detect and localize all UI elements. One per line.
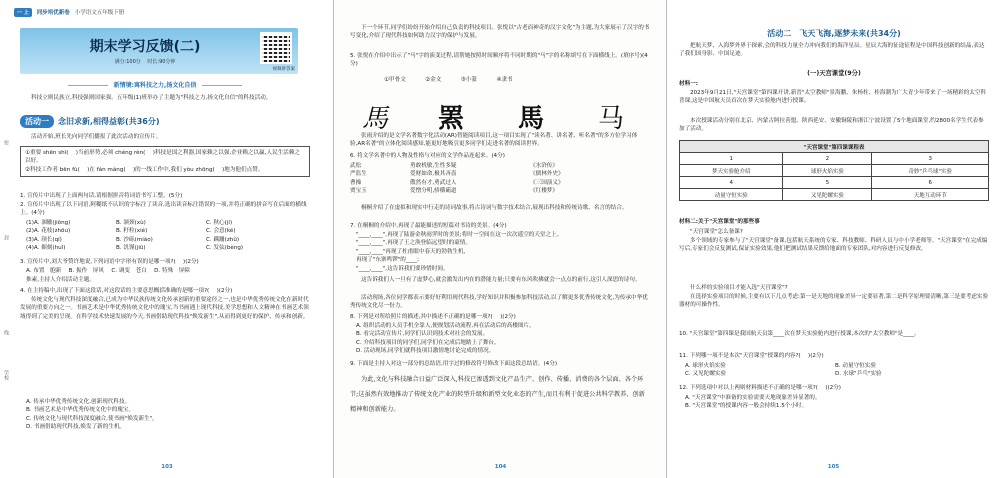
option[interactable]: B. 籽粒(xié): [116, 228, 148, 235]
question-7-tail: 这告诉我们人一旦有了虚梦心,就会激发出内在的潜能力量;只要有东风吹拂就会一点点的前行,这引人深思的诗句。: [361, 277, 641, 283]
option[interactable]: B. 饥馑(jiū): [116, 245, 146, 252]
option[interactable]: C. 蹒跚(zhǔ): [206, 236, 240, 243]
table-cell: 4: [680, 177, 783, 189]
pinyin-line: ①重要 shēn shì( )当前形势,必须 chéng rèn( )科技是国之利器,国家赖之以强,企业赖之以赢,人民生活赖之以好。: [25, 150, 301, 165]
qr-caption: 视频讲答案: [272, 67, 295, 72]
match-person[interactable]: 严监生: [350, 171, 367, 178]
question-8-options: [356, 322, 650, 356]
match-row: [350, 170, 650, 178]
qr-code-icon[interactable]: [260, 32, 292, 64]
question-4-options: [26, 398, 316, 432]
script-labels: ①甲骨文 ②金文 ③小篆 ④隶书: [384, 77, 513, 83]
material-2-question: "天宫课堂"怎么备课?: [690, 229, 743, 235]
match-trait[interactable]: 勇敢机敏,生性多疑: [410, 163, 457, 169]
poem-blank-line[interactable]: "____,____",再现了王之涣登临远望时的豪情。: [356, 240, 471, 247]
table-cell: 梦天实验舱介绍: [680, 165, 783, 177]
activity-intro: 活动开始,班长先向同学们播报了此次活动的宣传片。: [31, 134, 162, 140]
question-6: 6. 将文学名著中的人物及性格与对应的文学作品连起来。(4分): [350, 153, 505, 159]
p3-intro: 把航天梦、入海梦外界于探索,会的科技力量全力冲向我们的海洋星辰。星辰大海的征途征程是中国科技创新的结晶,表达了我们国身影、中国足迹。: [679, 43, 985, 58]
option[interactable]: C. 发弦(bèng): [206, 245, 244, 252]
binding-mark: 封: [3, 235, 9, 240]
page-103: [0, 0, 334, 478]
match-trait[interactable]: 傲然有才,勇武过人: [410, 179, 457, 186]
question-7-blanks: [356, 231, 650, 273]
table-cell: 1: [680, 153, 783, 165]
option[interactable]: D. 活动现场,同学们就科技项目激情地讨论完成的情况。: [356, 348, 495, 355]
matching-exercise: [350, 162, 650, 196]
question-10[interactable]: 10. "天宫课堂"第四课是我国航天员第____次在梦天实验舱内进行授课,本次的"太空教师"是____。: [679, 331, 920, 337]
match-book[interactable]: 《三国演义》: [530, 179, 564, 186]
question-1: 1. 宣传片中出现了上面两句话,请根据拼音将词语书写工整。(5分): [20, 193, 183, 199]
material-2-text: 多个领域的专家参与了"天宫课堂"备课,包括航天系统的专家、科技教师、科研人员与中小学老师等。"天宫课堂"在完成编写后,专家们会反复测试,保证实验效果,他们把测试结果反馈给地面的专家团队,对内容进行反复修改。: [679, 238, 988, 253]
question-3: 3. 宣传片中,刘大爷赞许地说,下列词语中字形有误的是哪一项?( )(2分): [20, 259, 199, 265]
option[interactable]: (3)A. 颀长(qí): [26, 236, 62, 243]
option[interactable]: D. 水球"乒乓"实验: [835, 371, 882, 378]
option[interactable]: B. "天宫课堂"的授课内容一般会持续1.5个小时。: [685, 403, 808, 410]
question-4: 4. 在主持稿中,出现了下面这段话,对这段话的主要意思概括准确的是哪一项?( )(2分): [20, 288, 233, 294]
option[interactable]: A. 传承中华优秀传统文化,创新现代科技。: [26, 399, 131, 405]
question-11: 11. 下列哪一项不是本次"天宫课堂"授课的内容?( )(2分): [679, 353, 824, 359]
binding-mark: 线: [3, 330, 9, 335]
activity-one-heading: [20, 115, 159, 128]
question-4-passage: 传统文化与现代科技深度融合,已成为中华民族传统文化传承创新的重要途径之一,也是中华优秀传统文化在新时代发展的重要方向之一。书画艺术是中华优秀传统文化中的瑰宝,当书画遇上现代科技,美学思想和人文精神在书画艺术领域得到了完美的呈现。在科学技术快速发展的今天,书画借助现代科技"焕发新生",从而得到更好的保护、传承和创新。: [20, 297, 309, 320]
option[interactable]: B. 颔颈(xù): [116, 220, 146, 226]
question-9-passage: 为此,文化与科技融合日益广泛深入,科技已渗透到文化产品生产、创作、传播、消费的各个层面、各个环节;这虽然有效地推动了传统文化产业的转型升级和新型文化业态的产生,而且有利于促进公共科学教养、创新精神和创新能力。: [350, 376, 645, 413]
option[interactable]: C. 秋心(jí): [206, 220, 233, 226]
table-cell: 3: [872, 153, 989, 165]
question-7: 7. 在桐桐的介绍中,再现了最能描述的短篇对书诗的美景。(4分): [350, 223, 507, 229]
script-glyph: 罴: [438, 104, 465, 134]
section-kicker: 新情境:寓科技之力,扬文化自信: [30, 80, 280, 89]
option[interactable]: A. 球形火焰实验: [685, 363, 726, 369]
material-2-question: 什么样的实验项目才能入选"天宫课堂"?: [690, 285, 788, 291]
match-row: [350, 162, 650, 170]
exam-title: 期末学习反馈(二): [89, 39, 201, 55]
book-grade: 小学语文五年级下册: [74, 10, 125, 16]
question-3-options[interactable]: A. 布置 胞新 B. 振作 屏风 C. 调变 苍白 D. 特殊 屏障: [26, 268, 190, 274]
subsection-title: (一)天宫课堂(9分): [807, 70, 861, 77]
question-2: 2. 宣传片中出现了以下词语,阿糊纸不认识的字标注了读音,选出读音标注错误的一项,并将正确的拼音写在后面的横线上。(4分): [20, 202, 307, 217]
option[interactable]: A. 组织活动的人员手机全靠人,便规划活动流程,再在活动后的高楼图片。: [356, 323, 535, 329]
activity-two-heading: 活动二 飞天飞海,逐梦未来(共34分): [767, 29, 901, 38]
p2-activity-end: 活动现场,各位同学都表示要好好利用现代科技,学好知识并积极参加科技活动,以了解更多优秀传统文化,为传承中华优秀传统文化尽一份力。: [350, 295, 648, 310]
exam-title-banner: [20, 28, 298, 74]
script-glyph: 馬: [362, 104, 389, 134]
table-cell: 5: [783, 177, 872, 189]
question-9: 9. 下面是主持人对这一部分的总结语,用字过的修改符号修改下面这段总结语。(4分): [350, 361, 558, 367]
page-number: 104: [494, 464, 507, 470]
p2-interlude: 桐桐介绍了在虚拟和现实中行走的诗词故事,将古诗词与数字技术结合,展现出科技和传统诗歌、名言的结合。: [361, 205, 628, 211]
poem-blank-line[interactable]: "____,____",这告诉我们要珍惜时间。: [356, 265, 449, 272]
page-104: [334, 0, 667, 478]
match-book[interactable]: 《水浒传》: [530, 163, 558, 169]
table-cell: 动量守恒实验: [680, 189, 783, 201]
match-book[interactable]: 《红楼梦》: [530, 188, 558, 195]
schedule-table: [679, 140, 989, 201]
series-title: 同步培优新卷: [36, 10, 70, 16]
option[interactable]: B. 书画艺术是中华优秀传统文化中的瑰宝。: [26, 407, 135, 414]
exam-meta: 满分:100分 时长:90分钟: [114, 59, 176, 65]
option[interactable]: (1)A. 涸辙(jiǒng): [26, 220, 71, 226]
binding-mark: 学校: [3, 370, 9, 380]
question-12-options: [685, 394, 985, 411]
question-11-options: [685, 362, 985, 379]
pinyin-box: [20, 146, 310, 177]
match-row: [350, 187, 650, 195]
option[interactable]: (4)A. 媚刻(huǐ): [26, 245, 66, 252]
match-book[interactable]: 《儒林外史》: [530, 171, 564, 178]
page-105: [667, 0, 1000, 478]
question-3-tail: 推素,主持人介绍活动主题。: [26, 277, 95, 283]
option[interactable]: B. 动量守恒实验: [835, 363, 876, 369]
horse-character-evolution: [350, 98, 650, 132]
match-person[interactable]: 武松: [350, 163, 362, 169]
activity-title: 念旧求新,相得益彰(共36分): [58, 117, 160, 126]
material-1-text-b: 本次授课活动分别在北京、内蒙古阿拉善盟、陕西延安、安徽铜陵和浙江宁波设置了5个地面课堂,约2800名学生代表参加了活动。: [679, 118, 984, 133]
p2-reading-text: 张雨介绍的是文学名著数字化活动(AR)智能阅读项目,这一项目实现了"读名著、讲名著、听名著"的多方位学习体验,AR名著"的立体化阅读感知,能更好地吸引更多同学们走进名著的阅读世界。: [350, 133, 638, 148]
table-cell: 2: [783, 153, 872, 165]
script-glyph: 馬: [518, 104, 545, 134]
question-5: 5. 张悦在介绍中出示了"马"字的演变过程,请帮她按照时间顺序将不同时期的"马"字的名称填写在下面横线上。(填序号)(4分): [350, 53, 648, 68]
binding-mark: 密: [3, 140, 9, 145]
option[interactable]: (2)A. 花枝(zhōu): [26, 228, 71, 235]
question-12: 12. 下列选项中对以上两则材料描述不正确的是哪一项?( )(2分): [679, 385, 841, 391]
page-number: 103: [161, 464, 173, 470]
p2-intro: 下一个环节,同学们纷纷开始介绍自己负责的科技项目。张悦以"古老而神奇的汉字文化"为主题,为大家展示了汉字的书写变化,介绍了现代科技如何助力汉字的保护与发展。: [350, 25, 650, 40]
material-2-label: 材料二:关于"天宫课堂"的那些事: [679, 219, 760, 225]
page-number: 105: [827, 464, 840, 470]
option[interactable]: C. 又见陀螺实验: [685, 371, 727, 378]
series-badge: 一 上: [14, 8, 32, 17]
table-cell: 天地互动环节: [872, 189, 989, 201]
poem-blank-line[interactable]: "____,____",再现了陆游金秋雨霁时的美景;将时一空间在这一次次遥空的天堂之上。: [356, 232, 563, 238]
activity-tag: 活动一: [20, 115, 54, 128]
option[interactable]: B. 沙砾(miào): [116, 236, 153, 243]
table-cell: 6: [872, 177, 989, 189]
option[interactable]: C. 介绍科技项目的同学们,同学们在完成后地踏上了舞台。: [356, 339, 500, 346]
poem-blank-line[interactable]: 再现了"东寨鸣锣"的____;: [356, 257, 419, 264]
running-header: [14, 6, 320, 18]
table-cell: 奇妙"乒乓球"实验: [872, 165, 989, 177]
option[interactable]: C. 会意(ké): [206, 228, 236, 235]
question-2-options: [26, 219, 296, 253]
match-trait[interactable]: 爱憎分明,骄横霸道: [410, 188, 457, 195]
poem-blank-line[interactable]: "____,____"再现了杜甫眼中春天的勃勃生机,: [356, 248, 466, 255]
table-cell: 又见陀螺实验: [783, 189, 872, 201]
option[interactable]: A. "天宫课堂"中准备的实验需要天地现象差异显著的。: [685, 395, 821, 401]
script-glyph: 马: [598, 104, 625, 134]
match-person[interactable]: 曹操: [350, 179, 362, 186]
match-trait[interactable]: 爱财如命,极其吝啬: [410, 171, 457, 178]
table-cell: 球形火焰实验: [783, 165, 872, 177]
option[interactable]: D. 书画借助现代科技,焕发了新的生机。: [26, 424, 126, 431]
match-row: [350, 179, 650, 187]
material-1-label: 材料一:: [679, 81, 699, 87]
material-2-text: 在选择实验项目的时候,主要有以下几点考虑:第一是天地的现象差异一定要显著,第二是科学原理要清晰,第三是要考虑实验器材的可操作性。: [679, 294, 989, 309]
match-person[interactable]: 贾宝玉: [350, 188, 367, 195]
material-1-text: 2023年9月21日,"天宫课堂"第四课开讲,新晋"太空教师"景海鹏、朱杨柱、桂海潮为广大青少年带来了一场精彩的太空科普课,这是中国航天员首次在梦天实验舱内进行授课。: [679, 90, 987, 105]
question-8: 8. 下列是对所给照片的描述,其中描述不正确的是哪一项?( )(2分): [350, 314, 516, 320]
option[interactable]: B. 看完活动宣传片,同学们认识到技术对社会的发展。: [356, 331, 489, 338]
option[interactable]: C. 传统文化与现代科技深度融合,使书画"焕发新生"。: [26, 415, 158, 422]
intro-text: 科技立则民族立,科技强则国家强。五年级(1)班举办了主题为"科技之力,扬文化自信"的科技活动。: [31, 95, 272, 101]
table-title: "天宫课堂"第四课课程表: [680, 141, 989, 153]
pinyin-line: ②科技工作者 bēn fù( )在 fán máng( )的一线工作中,我们 yòu zhōng( )地为他们点赞。: [25, 166, 264, 173]
